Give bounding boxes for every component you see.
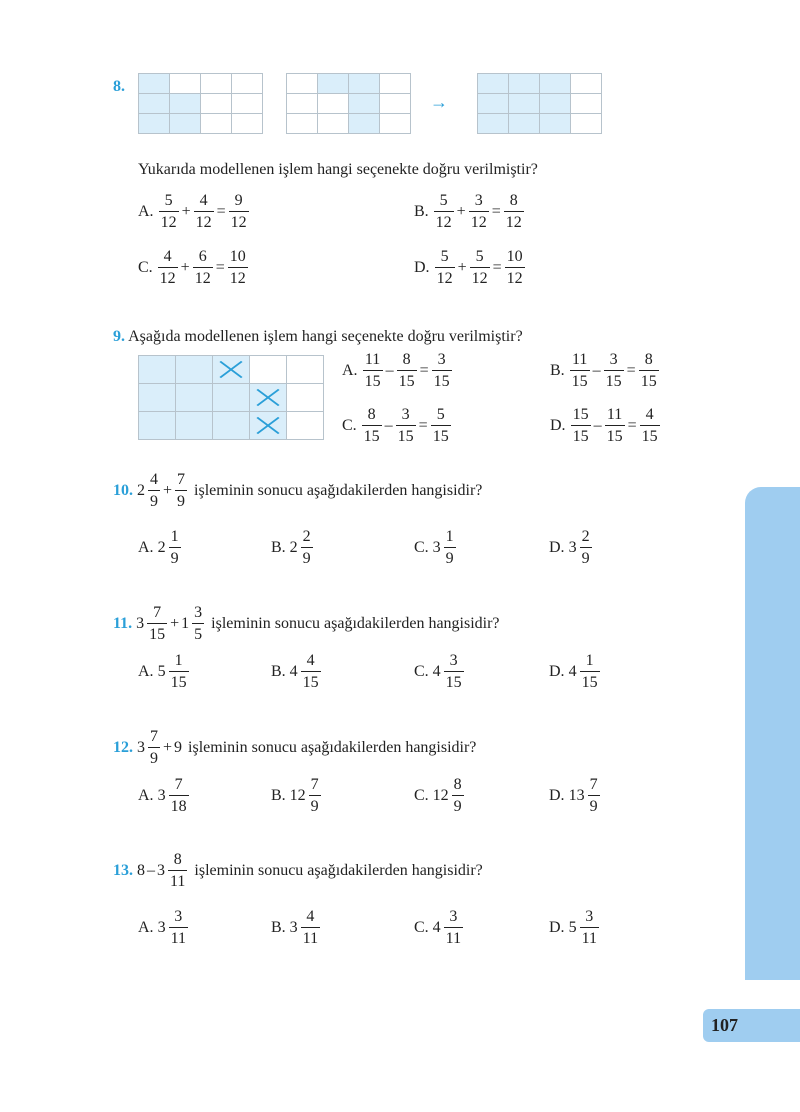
grid-cell xyxy=(478,114,509,134)
option-label: C. xyxy=(414,539,429,556)
whole-number: 5 xyxy=(568,919,577,936)
grid-cell xyxy=(287,412,324,440)
question-9-heading xyxy=(113,328,523,346)
question-12-expression: 3 $\frac{7}{9}$ + 9 xyxy=(137,728,183,767)
numerator: 7 xyxy=(310,776,319,793)
fraction xyxy=(469,193,489,231)
fraction xyxy=(169,529,181,567)
q13-option-d[interactable] xyxy=(549,909,600,947)
numerator: 5 xyxy=(436,406,445,423)
denominator: 12 xyxy=(434,211,454,231)
fraction xyxy=(431,407,451,445)
question-12-number: 12. xyxy=(113,739,133,756)
question-8-text: Yukarıda modellenen işlem hangi seçenekte doğru verilmiştir? xyxy=(138,161,538,178)
question-13-number: 13. xyxy=(113,862,133,879)
numerator: 4 xyxy=(163,248,172,265)
q11-option-b[interactable] xyxy=(271,653,322,691)
grid-cell xyxy=(571,74,602,94)
fraction xyxy=(193,249,213,287)
operator: + xyxy=(457,259,467,276)
operator: + xyxy=(181,203,191,220)
whole-number: 4 xyxy=(432,919,441,936)
numerator: 4 xyxy=(306,908,315,925)
numerator: 1 xyxy=(174,652,183,669)
question-11-expression: 3 $\frac{7}{15}$ + 1 $\frac{3}{5}$ xyxy=(136,604,203,643)
numerator: 2 xyxy=(581,528,590,545)
fraction xyxy=(228,249,248,287)
q9-option-a[interactable] xyxy=(342,352,453,390)
fraction xyxy=(580,653,600,691)
q8-option-c[interactable] xyxy=(138,249,249,287)
numerator: 5 xyxy=(439,192,448,209)
denominator: 15 xyxy=(444,671,464,691)
numerator: 7 xyxy=(589,776,598,793)
numerator: 8 xyxy=(453,776,462,793)
numerator: 3 xyxy=(609,351,618,368)
numerator: 5 xyxy=(475,248,484,265)
denominator: 15 xyxy=(580,671,600,691)
numerator: 8 xyxy=(644,351,653,368)
q10-option-b[interactable] xyxy=(271,529,314,567)
whole-number: 3 xyxy=(432,539,441,556)
question-11-number: 11. xyxy=(113,615,133,632)
denominator: 9 xyxy=(444,547,456,567)
equals-sign: = xyxy=(419,362,429,379)
fraction xyxy=(605,407,625,445)
denominator: 12 xyxy=(469,211,489,231)
question-9-text: Aşağıda modellenen işlem hangi seçenekte doğru verilmiştir? xyxy=(128,328,523,345)
q11-option-a[interactable] xyxy=(138,653,190,691)
cross-mark-icon xyxy=(250,384,286,411)
grid-cell xyxy=(250,412,287,440)
fraction xyxy=(169,777,189,815)
denominator: 12 xyxy=(470,267,490,287)
question-10-text: işleminin sonucu aşağıdakilerden hangisidir? xyxy=(194,482,483,499)
q9-option-b[interactable] xyxy=(550,352,660,390)
numerator: 1 xyxy=(585,652,594,669)
grid-cell xyxy=(349,94,380,114)
option-label: D. xyxy=(414,259,430,276)
numerator: 5 xyxy=(164,192,173,209)
grid-cell xyxy=(540,94,571,114)
numerator: 1 xyxy=(445,528,454,545)
grid-cell xyxy=(176,356,213,384)
option-label: D. xyxy=(549,663,565,680)
q13-option-c[interactable] xyxy=(414,909,464,947)
fraction xyxy=(570,352,590,390)
whole-number: 5 xyxy=(157,663,166,680)
grid-cell xyxy=(287,384,324,412)
fraction xyxy=(363,352,383,390)
equals-sign: = xyxy=(418,417,428,434)
fraction xyxy=(505,249,525,287)
fraction xyxy=(229,193,249,231)
operator: – xyxy=(384,417,393,434)
fraction xyxy=(432,352,452,390)
fraction xyxy=(158,249,178,287)
grid-cell xyxy=(213,384,250,412)
numerator: 4 xyxy=(199,192,208,209)
grid-cell xyxy=(509,114,540,134)
denominator: 12 xyxy=(229,211,249,231)
numerator: 11 xyxy=(571,351,588,368)
denominator: 15 xyxy=(301,671,321,691)
fraction xyxy=(504,193,524,231)
question-9-model xyxy=(138,355,324,440)
fraction xyxy=(159,193,179,231)
numerator: 11 xyxy=(364,351,381,368)
option-label: C. xyxy=(342,417,357,434)
option-label: D. xyxy=(550,417,566,434)
denominator: 11 xyxy=(301,927,320,947)
question-8-model-1 xyxy=(138,73,263,134)
denominator: 15 xyxy=(362,425,382,445)
operator: – xyxy=(593,417,602,434)
option-label: C. xyxy=(138,259,153,276)
whole-number: 3 xyxy=(157,919,166,936)
option-label: A. xyxy=(138,787,154,804)
grid-cell xyxy=(478,74,509,94)
fraction xyxy=(301,909,320,947)
option-label: B. xyxy=(550,362,565,379)
numerator: 3 xyxy=(474,192,483,209)
denominator: 9 xyxy=(452,795,464,815)
numerator: 5 xyxy=(440,248,449,265)
whole-number: 2 xyxy=(157,539,166,556)
fraction xyxy=(301,653,321,691)
numerator: 2 xyxy=(302,528,311,545)
numerator: 15 xyxy=(572,406,589,423)
fraction xyxy=(444,653,464,691)
fraction xyxy=(444,909,463,947)
whole-number: 4 xyxy=(289,663,298,680)
grid-cell xyxy=(139,74,170,94)
fraction xyxy=(470,249,490,287)
operator: + xyxy=(180,259,190,276)
numerator: 10 xyxy=(229,248,246,265)
operator: – xyxy=(385,362,394,379)
equals-sign: = xyxy=(215,259,225,276)
denominator: 12 xyxy=(158,267,178,287)
question-8-model-result xyxy=(477,73,602,134)
fraction xyxy=(169,909,188,947)
denominator: 12 xyxy=(194,211,214,231)
grid-cell xyxy=(509,74,540,94)
numerator: 11 xyxy=(606,406,623,423)
q11-option-d[interactable] xyxy=(549,653,601,691)
fraction xyxy=(444,529,456,567)
q13-option-a[interactable] xyxy=(138,909,189,947)
grid-cell xyxy=(318,114,349,134)
q10-option-a[interactable] xyxy=(138,529,182,567)
whole-number: 13 xyxy=(568,787,585,804)
option-label: A. xyxy=(138,539,154,556)
equals-sign: = xyxy=(216,203,226,220)
denominator: 15 xyxy=(640,425,660,445)
grid-cell xyxy=(380,94,411,114)
fraction xyxy=(309,777,321,815)
equals-sign: = xyxy=(492,259,502,276)
numerator: 3 xyxy=(449,908,458,925)
denominator: 11 xyxy=(580,927,599,947)
grid-cell xyxy=(380,74,411,94)
grid-cell xyxy=(139,384,176,412)
numerator: 3 xyxy=(174,908,183,925)
fraction xyxy=(604,352,624,390)
option-label: B. xyxy=(271,919,286,936)
grid-cell xyxy=(176,412,213,440)
numerator: 7 xyxy=(174,776,183,793)
whole-number: 12 xyxy=(289,787,306,804)
grid-cell xyxy=(201,94,232,114)
fraction xyxy=(580,909,599,947)
grid-cell xyxy=(139,412,176,440)
denominator: 15 xyxy=(397,370,417,390)
grid-cell xyxy=(201,74,232,94)
grid-cell xyxy=(287,74,318,94)
q12-option-b[interactable] xyxy=(271,777,322,815)
grid-cell xyxy=(139,356,176,384)
fraction xyxy=(435,249,455,287)
question-10-heading xyxy=(113,472,482,510)
whole-number: 2 xyxy=(289,539,298,556)
numerator: 6 xyxy=(198,248,207,265)
denominator: 9 xyxy=(580,547,592,567)
whole-number: 4 xyxy=(432,663,441,680)
question-11-text: işleminin sonucu aşağıdakilerden hangisidir? xyxy=(211,615,500,632)
denominator: 11 xyxy=(169,927,188,947)
denominator: 15 xyxy=(639,370,659,390)
fraction xyxy=(396,407,416,445)
option-label: A. xyxy=(138,663,154,680)
q13-option-b[interactable] xyxy=(271,909,321,947)
option-label: D. xyxy=(549,539,565,556)
denominator: 9 xyxy=(309,795,321,815)
grid-cell xyxy=(287,94,318,114)
grid-cell xyxy=(170,94,201,114)
fraction xyxy=(362,407,382,445)
denominator: 15 xyxy=(605,425,625,445)
grid-cell xyxy=(213,412,250,440)
question-13-expression: 8 – 3 $\frac{8}{11}$ xyxy=(137,851,186,890)
grid-cell xyxy=(349,114,380,134)
option-label: B. xyxy=(271,787,286,804)
grid-cell xyxy=(540,74,571,94)
grid-cell xyxy=(232,114,263,134)
grid-cell xyxy=(232,94,263,114)
denominator: 15 xyxy=(169,671,189,691)
question-9-number: 9. xyxy=(113,328,125,345)
grid-cell xyxy=(540,114,571,134)
denominator: 9 xyxy=(588,795,600,815)
side-tab xyxy=(745,487,800,980)
option-label: C. xyxy=(414,663,429,680)
grid-cell xyxy=(250,356,287,384)
option-label: B. xyxy=(271,663,286,680)
q11-option-c[interactable] xyxy=(414,653,465,691)
question-10-number: 10. xyxy=(113,482,133,499)
q10-option-c[interactable] xyxy=(414,529,457,567)
denominator: 12 xyxy=(504,211,524,231)
denominator: 15 xyxy=(570,370,590,390)
question-11-heading xyxy=(113,605,500,643)
numerator: 3 xyxy=(449,652,458,669)
numerator: 8 xyxy=(402,351,411,368)
grid-cell xyxy=(509,94,540,114)
fraction xyxy=(434,193,454,231)
denominator: 9 xyxy=(301,547,313,567)
denominator: 15 xyxy=(571,425,591,445)
cross-mark-icon xyxy=(213,356,249,383)
numerator: 3 xyxy=(401,406,410,423)
numerator: 3 xyxy=(585,908,594,925)
fraction xyxy=(194,193,214,231)
option-label: B. xyxy=(414,203,429,220)
cross-mark-icon xyxy=(250,412,286,439)
question-8-model-2 xyxy=(286,73,411,134)
denominator: 15 xyxy=(396,425,416,445)
q8-option-b[interactable] xyxy=(414,193,525,231)
question-12-text: işleminin sonucu aşağıdakilerden hangisidir? xyxy=(188,739,477,756)
denominator: 12 xyxy=(435,267,455,287)
operator: – xyxy=(592,362,601,379)
grid-cell xyxy=(318,74,349,94)
q9-option-c[interactable] xyxy=(342,407,452,445)
denominator: 9 xyxy=(169,547,181,567)
grid-cell xyxy=(571,94,602,114)
grid-cell xyxy=(349,74,380,94)
option-label: A. xyxy=(138,919,154,936)
numerator: 8 xyxy=(367,406,376,423)
option-label: C. xyxy=(414,787,429,804)
equals-sign: = xyxy=(626,362,636,379)
option-label: B. xyxy=(271,539,286,556)
grid-cell xyxy=(478,94,509,114)
grid-cell xyxy=(571,114,602,134)
q12-option-c[interactable] xyxy=(414,777,465,815)
question-8-number: 8. xyxy=(113,78,125,95)
grid-cell xyxy=(176,384,213,412)
q9-option-d[interactable] xyxy=(550,407,661,445)
denominator: 12 xyxy=(228,267,248,287)
whole-number: 3 xyxy=(568,539,577,556)
grid-cell xyxy=(170,114,201,134)
fraction xyxy=(397,352,417,390)
denominator: 12 xyxy=(193,267,213,287)
equals-sign: = xyxy=(627,417,637,434)
arrow-right-icon: → xyxy=(430,92,448,112)
equals-sign: = xyxy=(491,203,501,220)
fraction xyxy=(639,352,659,390)
numerator: 9 xyxy=(234,192,243,209)
grid-cell xyxy=(318,94,349,114)
option-label: D. xyxy=(549,787,565,804)
numerator: 4 xyxy=(645,406,654,423)
grid-cell xyxy=(139,114,170,134)
page-number: 107 xyxy=(703,1009,800,1042)
whole-number: 4 xyxy=(568,663,577,680)
whole-number: 12 xyxy=(432,787,449,804)
fraction xyxy=(301,529,313,567)
fraction xyxy=(580,529,592,567)
grid-cell xyxy=(170,74,201,94)
denominator: 15 xyxy=(432,370,452,390)
denominator: 15 xyxy=(604,370,624,390)
grid-cell xyxy=(201,114,232,134)
option-label: A. xyxy=(138,203,154,220)
denominator: 15 xyxy=(431,425,451,445)
q10-option-d[interactable] xyxy=(549,529,593,567)
question-13-text: işleminin sonucu aşağıdakilerden hangisidir? xyxy=(194,862,483,879)
q12-option-d[interactable] xyxy=(549,777,601,815)
grid-cell xyxy=(213,356,250,384)
numerator: 3 xyxy=(437,351,446,368)
question-13-heading xyxy=(113,852,483,890)
numerator: 10 xyxy=(506,248,523,265)
operator: + xyxy=(456,203,466,220)
q8-option-d[interactable] xyxy=(414,249,526,287)
question-10-expression: 2 $\frac{4}{9}$ + $\frac{7}{9}$ xyxy=(137,471,186,510)
fraction xyxy=(452,777,464,815)
option-label: A. xyxy=(342,362,358,379)
fraction xyxy=(571,407,591,445)
grid-cell xyxy=(232,74,263,94)
fraction xyxy=(640,407,660,445)
fraction xyxy=(588,777,600,815)
q8-option-a[interactable] xyxy=(138,193,250,231)
denominator: 18 xyxy=(169,795,189,815)
denominator: 15 xyxy=(363,370,383,390)
option-label: C. xyxy=(414,919,429,936)
whole-number: 3 xyxy=(157,787,166,804)
q12-option-a[interactable] xyxy=(138,777,190,815)
grid-cell xyxy=(380,114,411,134)
numerator: 8 xyxy=(509,192,518,209)
numerator: 1 xyxy=(170,528,179,545)
denominator: 11 xyxy=(444,927,463,947)
grid-cell xyxy=(250,384,287,412)
numerator: 4 xyxy=(306,652,315,669)
denominator: 12 xyxy=(159,211,179,231)
grid-cell xyxy=(139,94,170,114)
option-label: D. xyxy=(549,919,565,936)
question-12-heading xyxy=(113,729,476,767)
whole-number: 3 xyxy=(289,919,298,936)
fraction xyxy=(169,653,189,691)
denominator: 12 xyxy=(505,267,525,287)
grid-cell xyxy=(287,114,318,134)
grid-cell xyxy=(287,356,324,384)
